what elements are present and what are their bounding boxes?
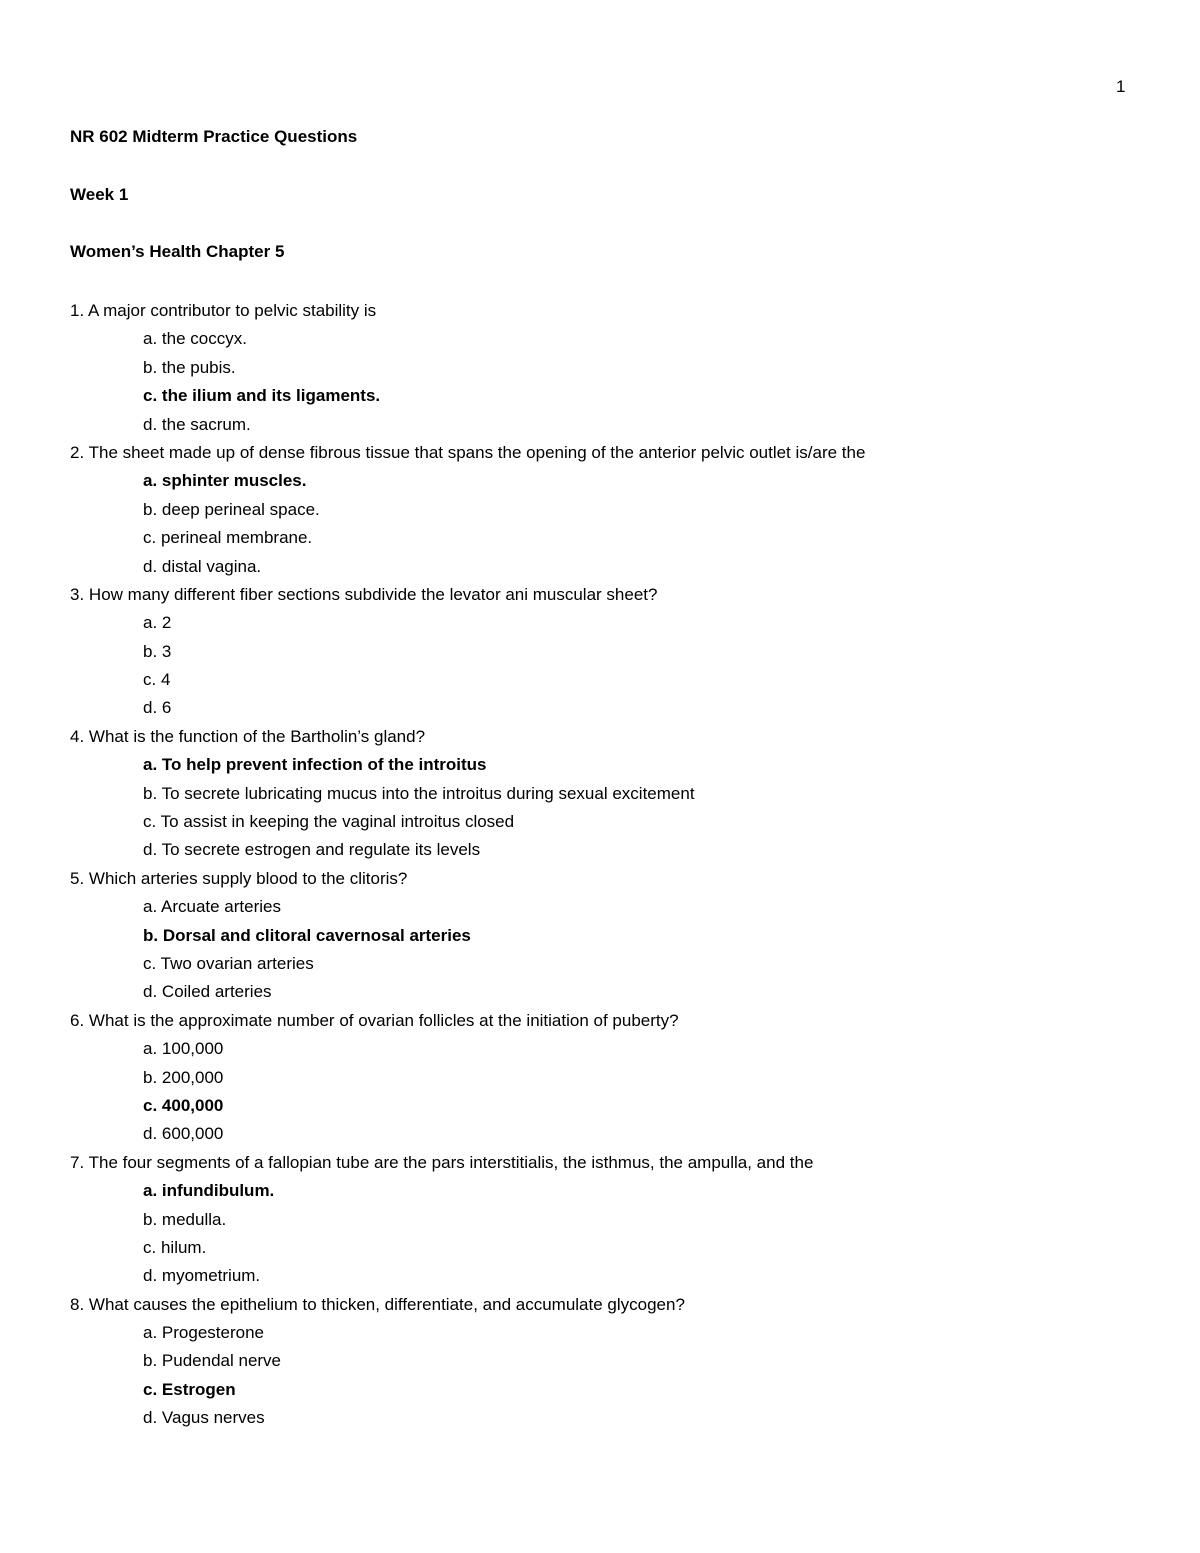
option-letter: b. — [143, 925, 159, 945]
option-text: Progesterone — [161, 1323, 264, 1343]
option-letter: a. — [143, 755, 158, 775]
option-text: deep perineal space. — [161, 499, 320, 519]
option-letter: d. — [143, 556, 158, 576]
option-letter: d. — [143, 698, 158, 718]
option-letter: b. — [143, 1351, 158, 1371]
answer-option — [70, 638, 1130, 666]
answer-option — [70, 1404, 1130, 1432]
answer-option-correct — [70, 382, 1130, 410]
option-text: Pudendal nerve — [161, 1351, 282, 1371]
option-letter: a. — [143, 1039, 158, 1059]
question-number: 4. — [70, 726, 85, 746]
option-text: infundibulum. — [161, 1181, 275, 1201]
option-text: perineal membrane. — [160, 528, 313, 548]
option-text: To secrete estrogen and regulate its levels — [161, 840, 481, 860]
question-2 — [70, 439, 1130, 581]
answer-option — [70, 496, 1130, 524]
option-letter: c. — [143, 1237, 157, 1257]
option-text: 400,000 — [161, 1095, 224, 1115]
option-letter: d. — [143, 840, 158, 860]
option-letter: c. — [143, 386, 158, 406]
option-text: 200,000 — [161, 1067, 224, 1087]
question-text: The sheet made up of dense fibrous tissue that spans the opening of the anterior pelvic outlet is/are the — [88, 442, 866, 462]
answer-option — [70, 1064, 1130, 1092]
option-letter: b. — [143, 1209, 158, 1229]
option-letter: c. — [143, 670, 157, 690]
page-number: 1 — [1116, 77, 1126, 96]
question-text: What causes the epithelium to thicken, differentiate, and accumulate glycogen? — [88, 1294, 685, 1314]
question-number: 7. — [70, 1152, 85, 1172]
option-text: 600,000 — [161, 1124, 224, 1144]
question-stem — [70, 581, 1130, 609]
option-text: sphinter muscles. — [161, 471, 307, 491]
answer-option — [70, 1234, 1130, 1262]
option-text: Dorsal and clitoral cavernosal arteries — [162, 925, 471, 945]
answer-option — [70, 1120, 1130, 1148]
question-number: 6. — [70, 1010, 85, 1030]
option-letter: b. — [143, 641, 158, 661]
option-letter: a. — [143, 1181, 158, 1201]
answer-option — [70, 553, 1130, 581]
option-text: To help prevent infection of the introitus — [161, 755, 487, 775]
question-6 — [70, 1007, 1130, 1149]
answer-option — [70, 1262, 1130, 1290]
question-stem — [70, 297, 1130, 325]
question-text: A major contributor to pelvic stability is — [87, 301, 377, 320]
option-letter: a. — [143, 329, 158, 349]
answer-option — [70, 1206, 1130, 1234]
question-7 — [70, 1149, 1130, 1291]
option-letter: b. — [143, 499, 158, 519]
answer-option — [70, 808, 1130, 836]
option-text: the pubis. — [161, 357, 236, 377]
option-text: Estrogen — [161, 1379, 236, 1399]
answer-option-correct — [70, 1376, 1130, 1404]
option-letter: d. — [143, 1124, 158, 1144]
option-letter: d. — [143, 982, 158, 1002]
answer-option — [70, 1319, 1130, 1347]
option-text: the sacrum. — [161, 414, 251, 434]
answer-option — [70, 609, 1130, 637]
answer-option — [70, 694, 1130, 722]
question-number: 3. — [70, 584, 85, 604]
option-text: distal vagina. — [161, 556, 262, 576]
option-text: Arcuate arteries — [160, 897, 281, 917]
option-text: To secrete lubricating mucus into the introitus during sexual excitement — [161, 783, 695, 803]
answer-option — [70, 950, 1130, 978]
option-text: 6 — [161, 698, 172, 718]
question-stem — [70, 439, 1130, 467]
option-text: 2 — [161, 613, 172, 633]
question-list — [70, 297, 1130, 1433]
option-letter: c. — [143, 812, 157, 832]
option-letter: c. — [143, 1379, 158, 1399]
answer-option — [70, 666, 1130, 694]
answer-option-correct — [70, 922, 1130, 950]
question-stem — [70, 865, 1130, 893]
answer-option-correct — [70, 1092, 1130, 1120]
question-5 — [70, 865, 1130, 1007]
answer-option — [70, 780, 1130, 808]
question-number: 2. — [70, 442, 85, 462]
option-letter: d. — [143, 414, 158, 434]
option-letter: a. — [143, 471, 158, 491]
question-stem — [70, 1149, 1130, 1177]
option-letter: a. — [143, 897, 158, 917]
question-text: What is the function of the Bartholin’s gland? — [88, 726, 426, 746]
option-text: the ilium and its ligaments. — [161, 386, 381, 406]
option-text: Vagus nerves — [161, 1408, 265, 1428]
answer-option — [70, 836, 1130, 864]
question-text: What is the approximate number of ovarian follicles at the initiation of puberty? — [88, 1010, 679, 1030]
option-letter: d. — [143, 1266, 158, 1286]
question-number: 1. — [70, 301, 85, 320]
option-letter: c. — [143, 953, 157, 973]
week-heading: Week 1 — [70, 185, 129, 204]
question-stem — [70, 1291, 1130, 1319]
question-1 — [70, 297, 1130, 439]
answer-option — [70, 893, 1130, 921]
option-letter: c. — [143, 1095, 158, 1115]
option-letter: b. — [143, 783, 158, 803]
answer-option — [70, 354, 1130, 382]
question-4 — [70, 723, 1130, 865]
option-letter: d. — [143, 1408, 158, 1428]
question-number: 5. — [70, 868, 85, 888]
question-text: Which arteries supply blood to the clitoris? — [88, 868, 408, 888]
answer-option-correct — [70, 751, 1130, 779]
answer-option — [70, 1347, 1130, 1375]
question-3 — [70, 581, 1130, 723]
option-text: Two ovarian arteries — [160, 953, 314, 973]
answer-option-correct — [70, 1177, 1130, 1205]
question-text: How many different fiber sections subdivide the levator ani muscular sheet? — [88, 584, 658, 604]
answer-option — [70, 524, 1130, 552]
answer-option-correct — [70, 467, 1130, 495]
option-letter: a. — [143, 613, 158, 633]
option-text: 4 — [160, 670, 171, 690]
answer-option — [70, 325, 1130, 353]
option-letter: b. — [143, 1067, 158, 1087]
document-title: NR 602 Midterm Practice Questions — [70, 127, 358, 146]
option-letter: b. — [143, 357, 158, 377]
option-text: the coccyx. — [161, 329, 247, 349]
option-text: 100,000 — [161, 1039, 224, 1059]
question-stem — [70, 723, 1130, 751]
option-text: To assist in keeping the vaginal introitus closed — [160, 812, 515, 832]
question-stem — [70, 1007, 1130, 1035]
chapter-heading: Women’s Health Chapter 5 — [70, 242, 285, 261]
option-text: Coiled arteries — [161, 982, 272, 1002]
option-text: 3 — [161, 641, 172, 661]
question-8 — [70, 1291, 1130, 1433]
answer-option — [70, 1035, 1130, 1063]
option-text: medulla. — [161, 1209, 227, 1229]
option-text: myometrium. — [161, 1266, 261, 1286]
answer-option — [70, 978, 1130, 1006]
question-text: The four segments of a fallopian tube are the pars interstitialis, the isthmus, the ampulla, and the — [88, 1152, 814, 1172]
option-letter: c. — [143, 528, 157, 548]
option-letter: a. — [143, 1323, 158, 1343]
question-number: 8. — [70, 1294, 85, 1314]
answer-option — [70, 411, 1130, 439]
option-text: hilum. — [160, 1237, 207, 1257]
